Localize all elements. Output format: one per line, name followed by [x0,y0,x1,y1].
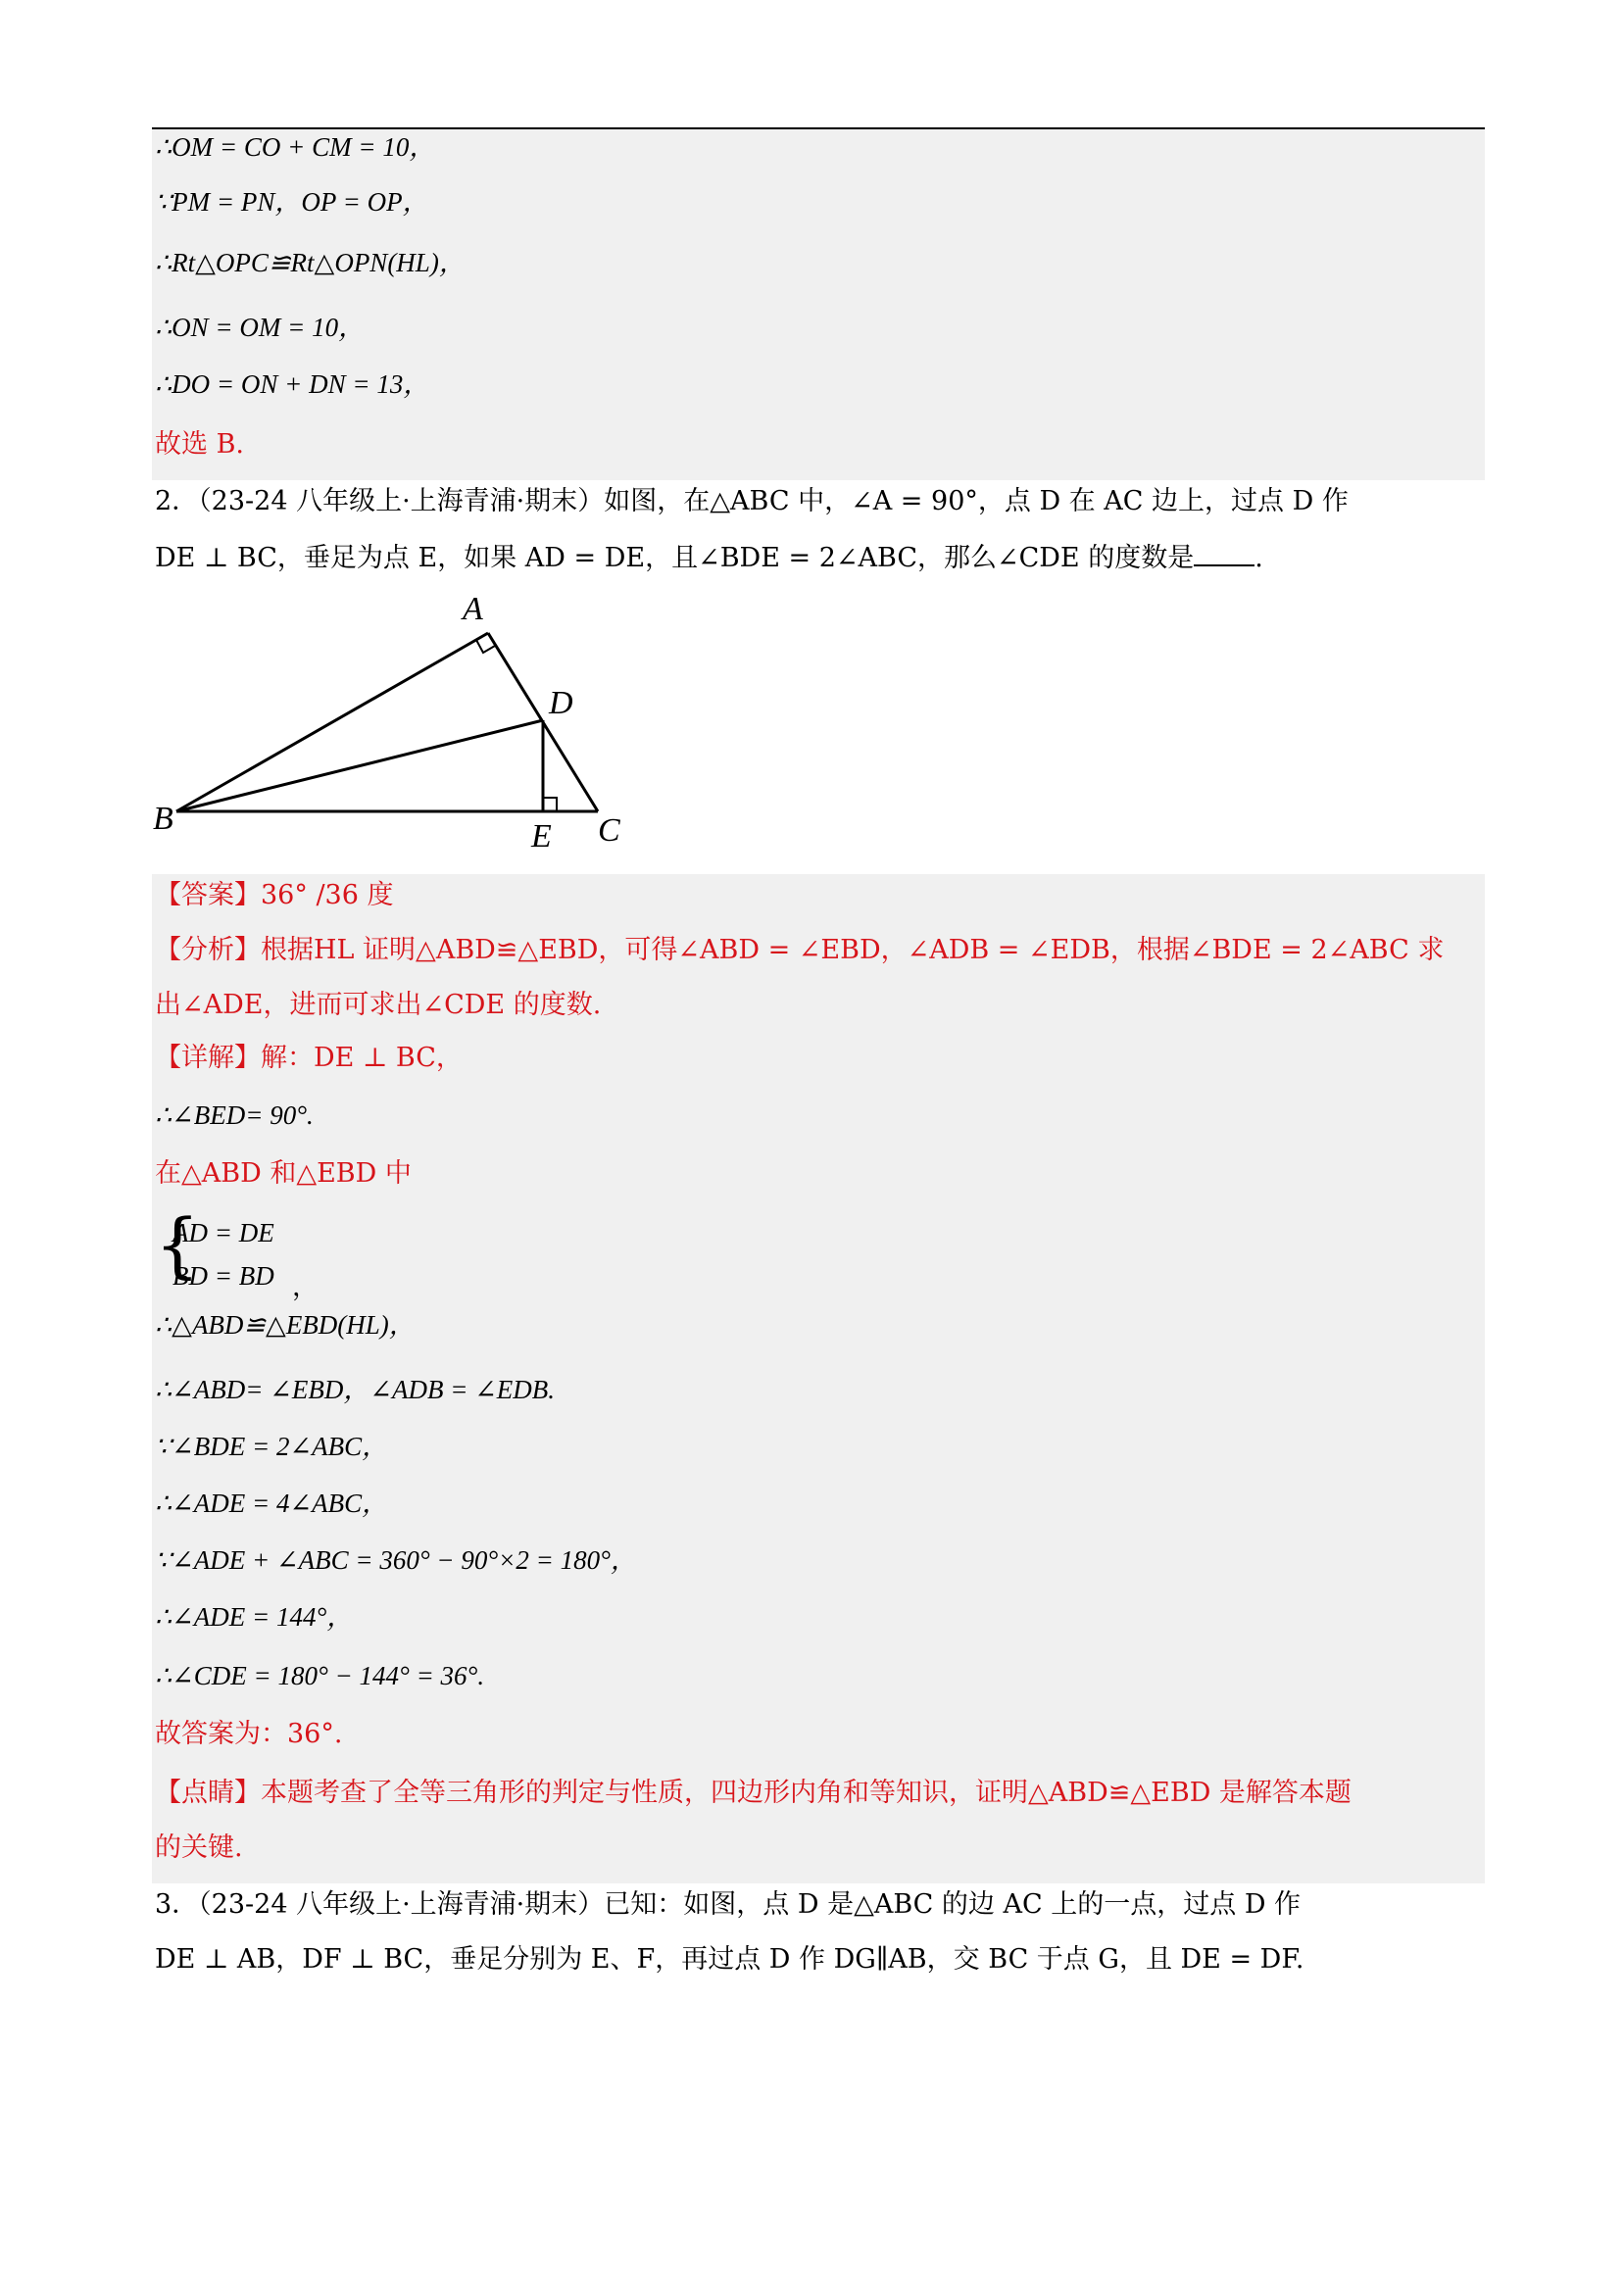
comment-tag: 【点睛】 [155,1778,261,1808]
q2-stem-line-1: 2．（23-24 八年级上·上海青浦·期末）如图，在△ABC 中，∠A = 90°，点 D 在 AC 边上，过点 D 作 [155,486,1349,516]
step-ade-value: ∴∠ADE = 144°， [155,1602,354,1632]
right-angle-mark-e [543,798,557,811]
system-eq-2: BD = BD [172,1261,274,1291]
q1-step-4: ∴ON = OM = 10， [155,313,366,342]
detail-tag: 【详解】 [155,1043,261,1073]
label-a: A [463,591,483,627]
q1-step-3: ∴Rt△OPC≌Rt△OPN(HL)， [155,248,466,277]
comment-line-1 [155,1776,1352,1811]
label-e: E [531,818,552,855]
q1-choice: 故选 B. [155,429,245,460]
detail-first: 解：DE ⊥ BC， [261,1043,463,1073]
system-brace: { [155,1203,200,1286]
analysis-text-1: 根据HL 证明△ABD≌△EBD，可得∠ABD = ∠EBD，∠ADB = ∠EDB，根据∠BDE = 2∠ABC 求 [261,935,1445,965]
q1-solution-box [152,129,1485,480]
step-congruent: ∴△ABD≌△EBD(HL)， [155,1310,416,1340]
step-bed: ∴∠BED= 90°. [155,1100,314,1130]
step-cde-value: ∴∠CDE = 180° − 144° = 36°. [155,1661,485,1690]
answer-tag: 【答案】 [155,880,261,910]
detail-line [155,1041,463,1076]
q3-stem-line-1: 3．（23-24 八年级上·上海青浦·期末）已知：如图，点 D 是△ABC 的边 AC 上的一点，过点 D 作 [155,1889,1302,1920]
label-c: C [598,812,620,849]
q1-step-2: ∵PM = PN，OP = OP， [155,187,429,217]
q2-stem-end: . [1254,543,1263,573]
segment-bd [176,720,543,811]
step-angles-equal: ∴∠ABD= ∠EBD，∠ADB = ∠EDB. [155,1375,556,1404]
answer-value: 36° /36 度 [261,880,394,910]
side-ab [176,633,488,811]
step-ade: ∴∠ADE = 4∠ABC， [155,1489,389,1518]
system-eq-1: AD = DE [172,1218,274,1247]
label-d: D [549,685,573,721]
comment-line-2: 的关键. [155,1832,243,1863]
analysis-tag: 【分析】 [155,935,261,965]
q2-stem-text: DE ⊥ BC，垂足为点 E，如果 AD = DE，且∠BDE = 2∠ABC，那么∠CDE 的度数是 [155,543,1195,573]
triangle-figure [147,588,647,862]
q1-step-5: ∴DO = ON + DN = 13， [155,369,430,399]
answer-blank [1194,539,1254,566]
answer-line [155,878,393,913]
analysis-line-2: 出∠ADE，进而可求出∠CDE 的度数. [155,990,602,1020]
system-end: ， [292,1272,319,1302]
step-triangles: 在△ABD 和△EBD 中 [155,1158,412,1189]
step-bde: ∵∠BDE = 2∠ABC， [155,1432,389,1461]
comment-text-1: 本题考查了全等三角形的判定与性质，四边形内角和等知识，证明△ABD≌△EBD 是解答本题 [261,1778,1352,1808]
final-answer: 故答案为：36°. [155,1719,343,1749]
analysis-line-1 [155,933,1444,968]
step-sum: ∵∠ADE + ∠ABC = 360° − 90°×2 = 180°， [155,1545,637,1575]
q2-stem-line-2 [155,539,1263,576]
q1-step-1: ∴OM = CO + CM = 10， [155,132,436,162]
q3-stem-line-2: DE ⊥ AB，DF ⊥ BC，垂足分别为 E、F，再过点 D 作 DG∥AB，交 BC 于点 G，且 DE = DF. [155,1944,1304,1975]
label-b: B [153,801,173,837]
